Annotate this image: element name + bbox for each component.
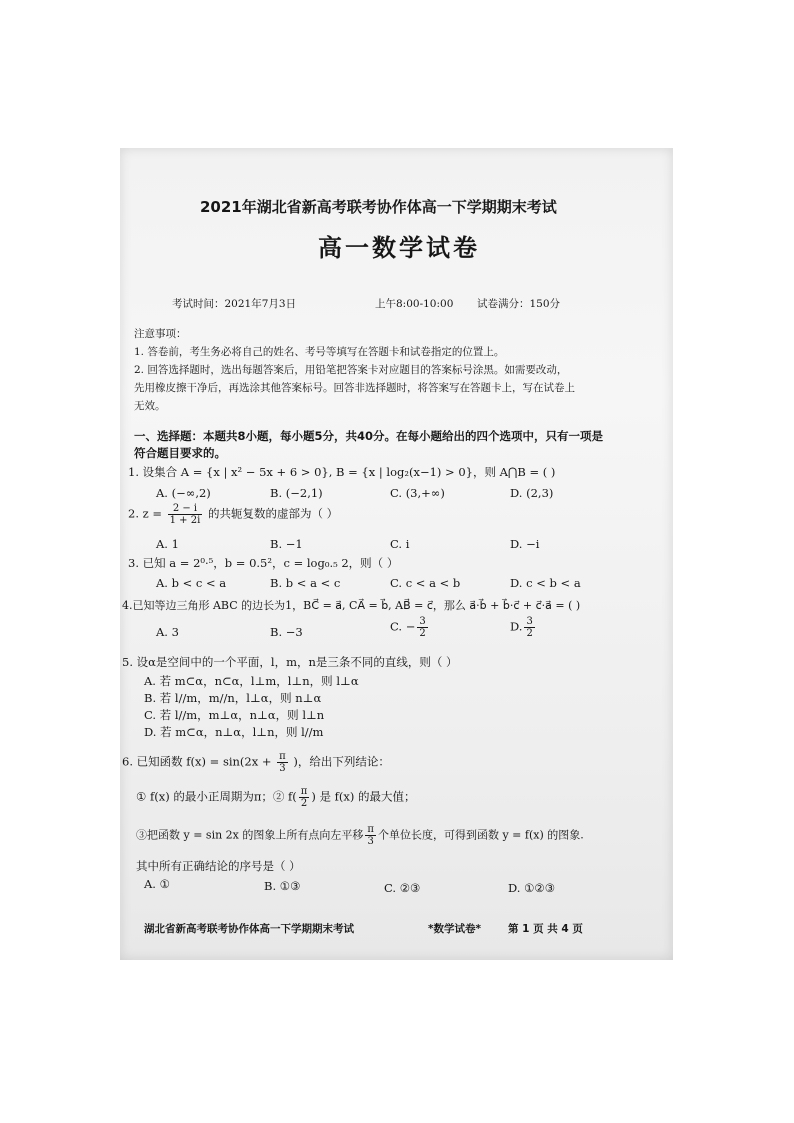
q2-fraction <box>168 503 203 526</box>
q2-denominator: 1 + 2i <box>169 515 201 526</box>
q4-d-numerator: 3 <box>526 616 533 627</box>
q3-option-a: A. b < c < a <box>156 576 227 590</box>
q4-c-numerator: 3 <box>419 616 426 627</box>
q2-option-a: A. 1 <box>156 537 179 551</box>
section-heading: 符合题目要求的。 <box>134 446 226 460</box>
q6-option-a: A. ① <box>144 877 170 891</box>
q5-option-b: B. 若 l//m，m//n，l⊥α，则 n⊥α <box>144 691 322 705</box>
exam-session: 上午8:00-10:00 <box>375 298 454 310</box>
q6-c1-fraction <box>299 786 310 809</box>
footer-page-number: 第 1 页 共 4 页 <box>508 923 583 935</box>
q6-suffix: )，给出下列结论： <box>293 754 390 769</box>
q4-c-fraction <box>417 616 427 639</box>
full-score: 试卷满分：150分 <box>477 298 561 310</box>
q3-option-b: B. b < a < c <box>270 576 341 590</box>
exam-time: 考试时间：2021年7月3日 <box>172 298 297 310</box>
q6-c3-suffix: 个单位长度，可得到函数 y = f(x) 的图象. <box>377 828 584 842</box>
q4-c-denominator: 2 <box>419 628 426 639</box>
q4-option-c <box>390 616 430 639</box>
q6-c3-denominator: 3 <box>367 836 374 847</box>
q3-option-c: C. c < a < b <box>390 576 461 590</box>
footer-subject: *数学试卷* <box>428 923 481 935</box>
q6-option-d: D. ①②③ <box>508 881 556 895</box>
q1-option-c: C. (3,+∞) <box>390 486 445 500</box>
q6-option-c: C. ②③ <box>384 881 421 895</box>
q5-option-a: A. 若 m⊂α，n⊂α，l⊥m，l⊥n，则 l⊥α <box>144 674 359 688</box>
exam-title: 2021年湖北省新高考联考协作体高一下学期期末考试 <box>200 198 557 216</box>
q2-prefix: 2. z = <box>128 506 162 521</box>
q6-option-b: B. ①③ <box>264 879 301 893</box>
q6-c1-numerator: π <box>300 786 308 797</box>
exam-paper <box>120 148 673 960</box>
q4-c-prefix: C. − <box>390 619 416 634</box>
q4-option-b: B. −3 <box>270 625 303 639</box>
q2-suffix: 的共轭复数的虚部为（ ） <box>207 506 339 521</box>
note-line: 无效。 <box>134 400 166 412</box>
q6-denominator: 3 <box>279 763 286 774</box>
q1-option-a: A. (−∞,2) <box>156 486 211 500</box>
question-2-stem <box>128 503 338 526</box>
q6-numerator: π <box>279 751 286 762</box>
q1-option-d: D. (2,3) <box>510 486 554 500</box>
question-3-stem: 3. 已知 a = 2⁰·⁵，b = 0.5²，c = log₀.₅ 2，则（ ） <box>128 556 399 570</box>
q4-d-fraction <box>524 616 534 639</box>
q6-c3-prefix: ③把函数 y = sin 2x 的图象上所有点向左平移 <box>136 828 364 842</box>
exam-subtitle: 高一数学试卷 <box>318 234 480 262</box>
q3-option-d: D. c < b < a <box>510 576 581 590</box>
footer-exam-name: 湖北省新高考联考协作体高一下学期期末考试 <box>144 923 354 935</box>
q4-d-denominator: 2 <box>526 628 533 639</box>
note-line: 1. 答卷前，考生务必将自己的姓名、考号等填写在答题卡和试卷指定的位置上。 <box>134 346 505 358</box>
q5-option-c: C. 若 l//m，m⊥α，n⊥α，则 l⊥n <box>144 708 325 722</box>
question-6-stem <box>122 751 390 774</box>
q6-c1-prefix: ① f(x) 的最小正周期为π；② f( <box>136 789 297 804</box>
notes-heading: 注意事项： <box>134 328 187 340</box>
q6-ask: 其中所有正确结论的序号是（ ） <box>136 859 301 873</box>
q2-numerator: 2 − i <box>168 503 203 515</box>
q6-fraction <box>277 751 288 774</box>
q2-option-b: B. −1 <box>270 537 303 551</box>
q4-option-a: A. 3 <box>156 625 179 639</box>
question-4-stem: 4.已知等边三角形 ABC 的边长为1，BC⃗ = a⃗, CA⃗ = b⃗, AB⃗ = c⃗，那么 a⃗·b⃗ + b⃗·c⃗ + c⃗·a⃗ = ( ) <box>122 599 581 612</box>
q6-prefix: 6. 已知函数 f(x) = sin(2x + <box>122 754 272 769</box>
section-heading: 一、选择题：本题共8小题，每小题5分，共40分。在每小题给出的四个选项中，只有一项是 <box>134 429 604 443</box>
question-5-stem: 5. 设α是空间中的一个平面，l，m，n是三条不同的直线，则（ ） <box>122 655 458 669</box>
q6-c3-fraction <box>365 824 376 847</box>
q6-conclusion-3 <box>136 824 584 847</box>
q2-option-d: D. −i <box>510 537 540 551</box>
note-line: 先用橡皮擦干净后，再选涂其他答案标号。回答非选择题时，将答案写在答题卡上，写在试卷上 <box>134 382 575 394</box>
q6-c1-suffix: ) 是 f(x) 的最大值； <box>311 789 416 804</box>
q2-option-c: C. i <box>390 537 410 551</box>
q6-conclusion-1-2 <box>136 786 416 809</box>
question-1-stem: 1. 设集合 A = {x | x² − 5x + 6 > 0}, B = {x | log₂(x−1) > 0}，则 A⋂B = ( ) <box>128 465 556 479</box>
q5-option-d: D. 若 m⊂α，n⊥α，l⊥n，则 l//m <box>144 725 324 739</box>
q4-option-d <box>510 616 537 639</box>
q4-d-prefix: D. <box>510 619 523 634</box>
q1-option-b: B. (−2,1) <box>270 486 323 500</box>
note-line: 2. 回答选择题时，选出每题答案后，用铅笔把答案卡对应题目的答案标号涂黑。如需要改动， <box>134 364 568 376</box>
q6-c1-denominator: 2 <box>300 798 308 809</box>
q6-c3-numerator: π <box>367 824 374 835</box>
